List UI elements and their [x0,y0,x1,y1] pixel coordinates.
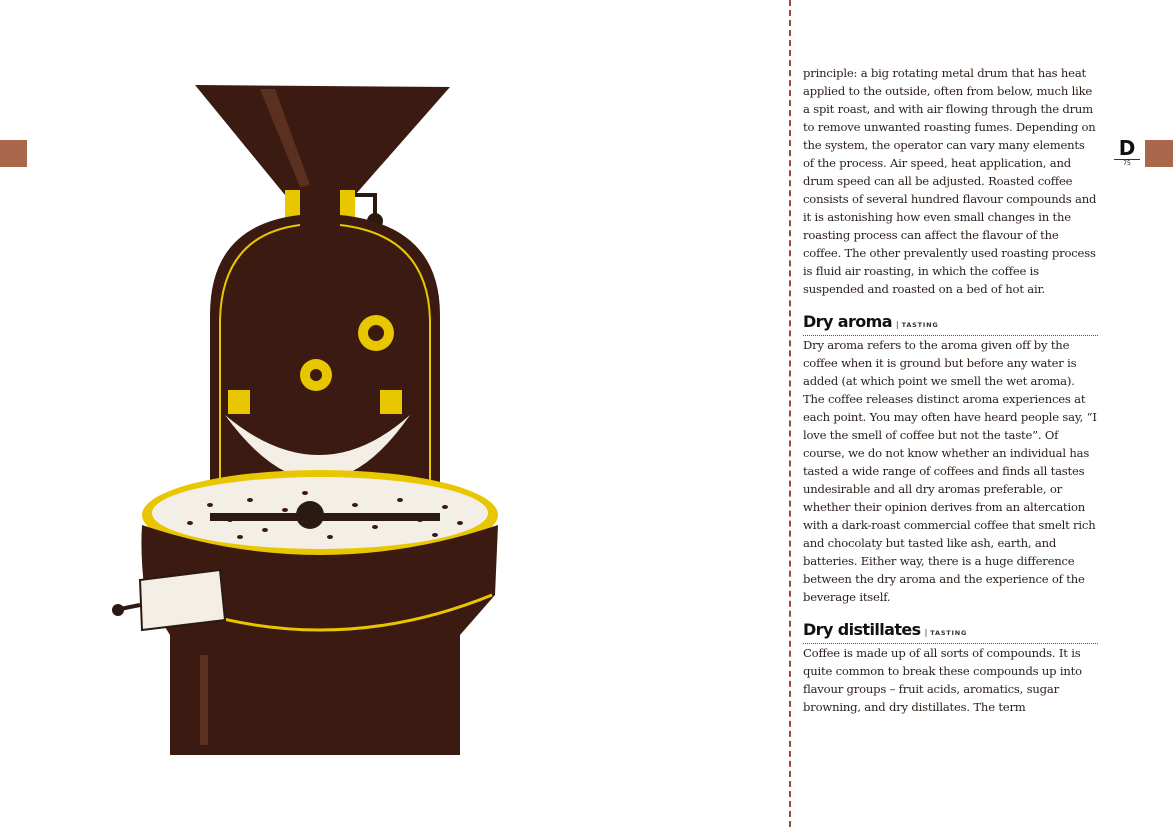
coffee-roaster-illustration [100,75,500,755]
entry-body: Dry aroma refers to the aroma given off by the coffee when it is ground but before any water is added (at which point we smell the wet aroma). The coffee releases distinct aroma experiences at each point. You may often have heard people say, “I love the smell of coffee but not the taste”. Of course, we do not know whether an individual has tasted a wide range of coffees and finds all tastes undesirable and all dry aromas preferable, or whether their opinion derives from an altercation with a dark-roast commercial coffee that smelt rich and chocolaty but tasted like ash, earth, and batteries. Either way, there is a huge difference between the dry aroma and the experience of the beverage itself. [803,338,1097,604]
entry-heading [803,312,1098,336]
intro-paragraph: principle: a big rotating metal drum that has heat applied to the outside, often from below, much like a spit roast, and with air flowing through the drum to remove unwanted roasting fumes. Depending on the system, the operator can vary many elements of the process. Air speed, heat application, and drum speed can all be adjusted. Roasted coffee consists of several hundred flavour compounds and it is astonishing how even small changes in the roasting process can affect the flavour of the coffee. The other prevalently used roasting process is fluid air roasting, in which the coffee is suspended and roasted on a bed of hot air. [803,66,1097,296]
entry-heading [803,620,1098,644]
entry-separator: | [924,628,928,637]
page-number: 75 [1123,160,1131,167]
text-column [803,64,1098,716]
entry-title: Dry aroma [803,312,892,331]
thumb-tab-right [1145,140,1173,167]
entry-body: Coffee is made up of all sorts of compounds. It is quite common to break these compounds up into flavour groups – fruit acids, aromatics, sugar browning, and dry distillates. The term [803,646,1082,714]
entry-dry-distillates [803,620,1098,716]
section-letter-badge [1112,138,1142,168]
thumb-tab-left [0,140,27,167]
entry-dry-aroma [803,312,1098,606]
entry-separator: | [895,320,899,329]
section-letter: D [1118,136,1136,160]
entry-tag: TASTING [901,321,939,329]
entry-title: Dry distillates [803,620,921,639]
entry-tag: TASTING [930,629,968,637]
